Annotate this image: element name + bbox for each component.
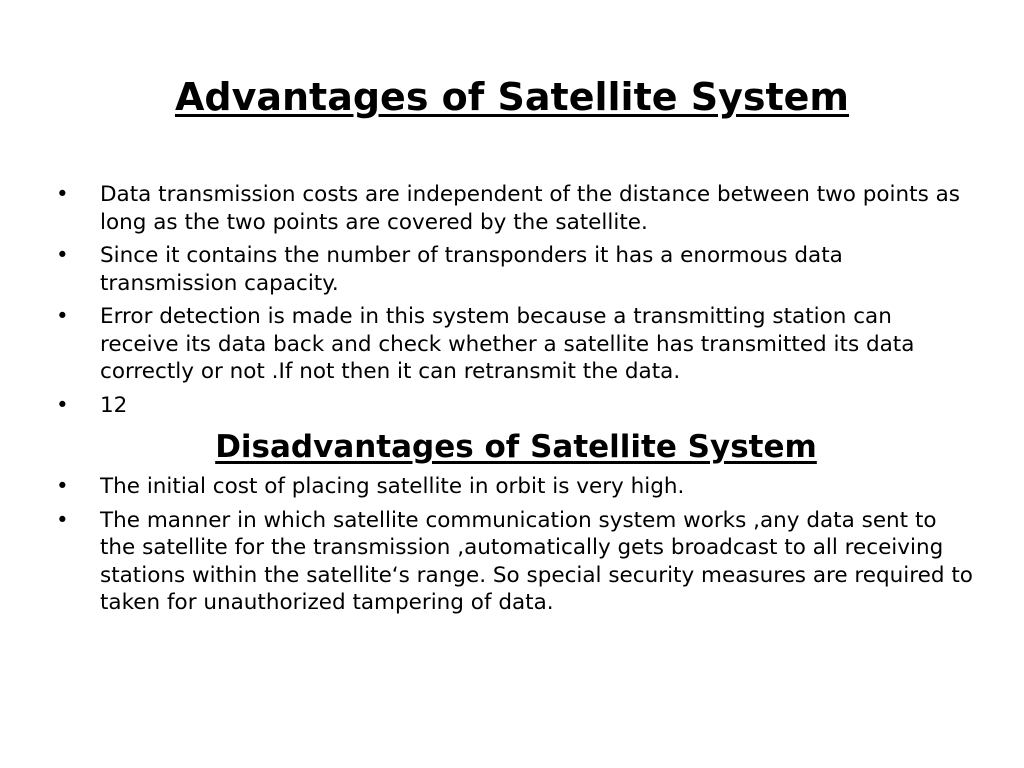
bullet-icon: • [56,243,69,268]
bullet-icon: • [56,474,69,499]
bullet-list [56,181,976,623]
advantage-item [56,392,976,420]
advantage-item [56,303,976,386]
advantage-text: Error detection is made in this system because a transmitting station can receive its data back and check whether a satellite has transmitted its data correctly or not .If not then it can retransmit the data. [100,304,915,384]
disadvantage-item [56,473,976,501]
disadvantage-text: The initial cost of placing satellite in orbit is very high. [100,474,685,499]
bullet-icon: • [56,507,69,533]
disadvantages-heading: Disadvantages of Satellite System [215,429,817,465]
advantage-text: Since it contains the number of transponders it has a enormous data transmission capacity. [100,243,843,296]
advantage-item [56,181,976,236]
slide-title: Advantages of Satellite System [174,75,850,119]
advantage-text: Data transmission costs are independent of the distance between two points as long as the two points are covered by the satellite. [100,182,960,235]
advantage-text: 12 [100,392,128,418]
disadvantage-text: The manner in which satellite communication system works ,any data sent to the satellite for the transmission ,automatically gets broadcast to all receiving stations within the satellite‘s range. So special security measures are required to taken for unauthorized tampering of data. [100,507,973,615]
bullet-icon: • [56,304,69,329]
advantage-item [56,242,976,297]
bullet-icon: • [56,182,69,207]
disadvantage-item [56,507,976,617]
bullet-icon: • [56,392,69,418]
